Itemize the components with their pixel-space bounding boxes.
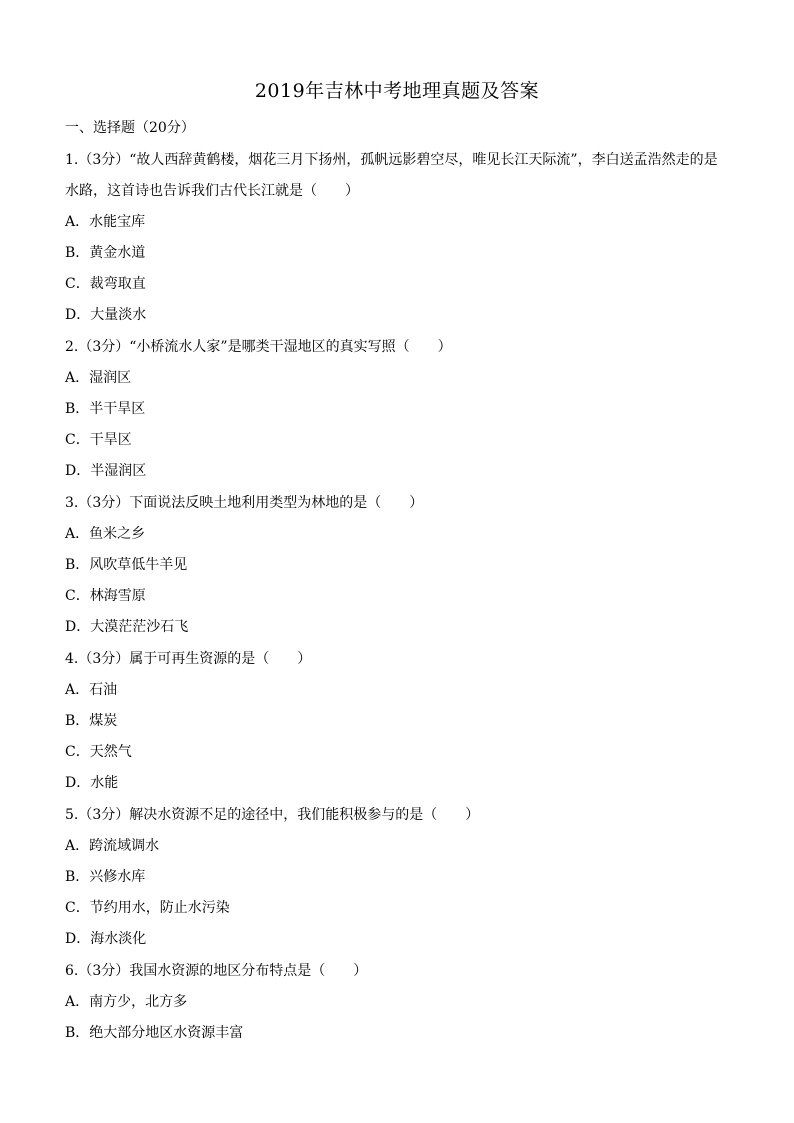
question-5-option-a: A．跨流域调水	[65, 838, 160, 854]
question-2-stem: 2.（3分）“小桥流水人家”是哪类干湿地区的真实写照（ ）	[65, 339, 452, 355]
question-4-option-b: B．煤炭	[65, 713, 118, 729]
question-4-option-c: C．天然气	[65, 744, 132, 760]
question-2-option-d: D．半湿润区	[65, 463, 147, 479]
question-3-stem: 3.（3分）下面说法反映土地利用类型为林地的是（ ）	[65, 495, 424, 511]
document-title: 2019年吉林中考地理真题及答案	[254, 80, 540, 102]
question-4-stem: 4.（3分）属于可再生资源的是（ ）	[65, 651, 312, 667]
question-5-option-b: B．兴修水库	[65, 869, 146, 885]
question-1-option-c: C．裁弯取直	[65, 276, 146, 292]
question-3-option-d: D．大漠茫茫沙石飞	[65, 619, 189, 635]
question-4-option-d: D．水能	[65, 775, 119, 791]
question-2-option-b: B．半干旱区	[65, 401, 146, 417]
question-6-option-a: A．南方少，北方多	[65, 994, 188, 1010]
question-4-option-a: A．石油	[65, 682, 118, 698]
question-1-option-a: A．水能宝库	[65, 214, 146, 230]
question-1-option-b: B．黄金水道	[65, 245, 146, 261]
question-1-option-d: D．大量淡水	[65, 307, 147, 323]
question-5-stem: 5.（3分）解决水资源不足的途径中，我们能积极参与的是（ ）	[65, 807, 480, 823]
question-5-option-d: D．海水淡化	[65, 931, 147, 947]
question-1-stem-line-2: 水路，这首诗也告诉我们古代长江就是（ ）	[65, 183, 359, 199]
question-2-option-a: A．湿润区	[65, 370, 132, 386]
question-3-option-a: A．鱼米之乡	[65, 526, 146, 542]
question-5-option-c: C．节约用水，防止水污染	[65, 900, 230, 916]
section-heading: 一、选择题（20分）	[65, 120, 195, 136]
question-3-option-c: C．林海雪原	[65, 588, 146, 604]
question-1-stem-line-1: 1.（3分）“故人西辞黄鹤楼，烟花三月下扬州，孤帆远影碧空尽，唯见长江天际流”，李白送孟浩然走的是	[65, 152, 718, 168]
question-2-option-c: C．干旱区	[65, 432, 132, 448]
question-6-option-b: B．绝大部分地区水资源丰富	[65, 1025, 244, 1041]
question-6-stem: 6.（3分）我国水资源的地区分布特点是（ ）	[65, 963, 368, 979]
question-3-option-b: B．风吹草低牛羊见	[65, 557, 188, 573]
